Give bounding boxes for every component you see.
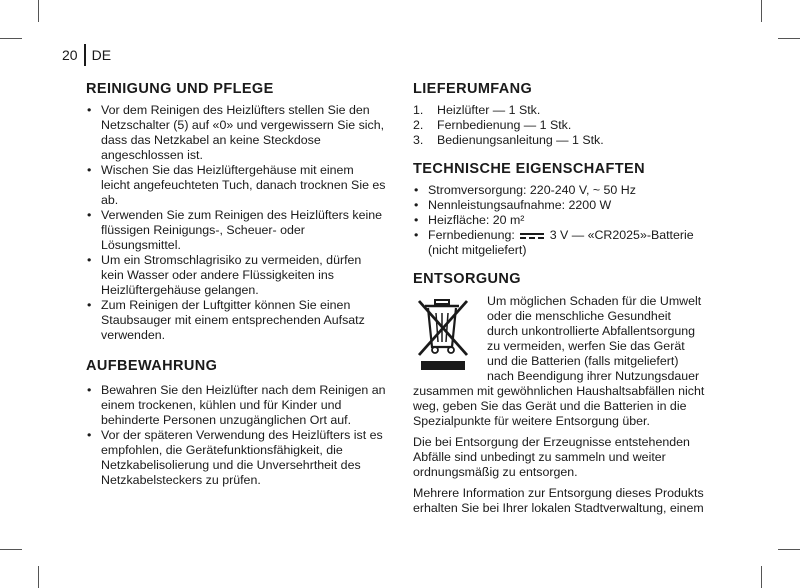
disposal-body bbox=[413, 293, 705, 516]
crop-mark-top-right-h bbox=[778, 38, 800, 39]
list-item bbox=[413, 133, 705, 148]
list-item-number: 1. bbox=[413, 103, 424, 117]
delivery-heading: LIEFERUMFANG bbox=[413, 81, 533, 97]
crop-mark-top-left-h bbox=[0, 38, 22, 39]
crossed-out-bin-icon bbox=[413, 297, 475, 373]
crop-mark-bottom-right-v bbox=[761, 566, 762, 588]
crop-mark-bottom-left-h bbox=[0, 549, 22, 550]
page-header-divider bbox=[84, 44, 86, 66]
list-item: • Vor dem Reinigen des Heizlüfters stellen Sie den Netzschalter (5) auf «0» und vergewissern Sie sich, dass das Netzkabel an keine Steckdose angeschlossen ist. bbox=[86, 103, 386, 163]
specs-section bbox=[413, 160, 705, 258]
disposal-paragraph-2: Die bei Entsorgung der Erzeugnisse entstehenden Abfälle sind unbedingt zu sammeln und weiter ordnungsmäßig zu entsorgen. bbox=[413, 435, 690, 479]
list-item: • Stromversorgung: 220-240 V, ~ 50 Hz bbox=[413, 183, 705, 198]
list-item-text: Heizlüfter — 1 Stk. bbox=[437, 103, 541, 117]
remote-label: Fernbedienung: bbox=[428, 228, 515, 242]
list-item bbox=[413, 103, 705, 118]
list-item: • Wischen Sie das Heizlüftergehäuse mit einem leicht angefeuchteten Tuch, danach trocknen Sie es ab. bbox=[86, 163, 386, 208]
list-item: • Um ein Stromschlagrisiko zu vermeiden, dürfen kein Wasser oder andere Flüssigkeiten ins Heizlüftergehäuse gelangen. bbox=[86, 253, 386, 298]
disposal-section bbox=[413, 270, 705, 516]
remote-battery-text: 3 V — «CR2025»-Batterie (nicht mitgeliefert) bbox=[428, 228, 694, 257]
left-column bbox=[86, 80, 386, 488]
storage-section bbox=[86, 357, 386, 488]
list-item-text: Bedienungsanleitung — 1 Stk. bbox=[437, 133, 604, 147]
list-item-number: 2. bbox=[413, 118, 424, 132]
specs-heading: TECHNISCHE EIGENSCHAFTEN bbox=[413, 161, 645, 177]
list-item: • Bewahren Sie den Heizlüfter nach dem Reinigen an einem trockenen, kühlen und für Kinder und behinderte Personen unzugänglichen Ort auf. bbox=[86, 383, 386, 428]
list-item: • Zum Reinigen der Luftgitter können Sie einen Staubsauger mit einem entsprechenden Aufsatz verwenden. bbox=[86, 298, 386, 343]
storage-heading: AUFBEWAHRUNG bbox=[86, 358, 218, 374]
cleaning-heading: REINIGUNG UND PFLEGE bbox=[86, 81, 274, 97]
delivery-section bbox=[413, 80, 705, 148]
list-item: • Heizfläche: 20 m² bbox=[413, 213, 705, 228]
page-header bbox=[62, 44, 111, 66]
crop-mark-top-right-v bbox=[761, 0, 762, 22]
list-item: • Nennleistungsaufnahme: 2200 W bbox=[413, 198, 705, 213]
crop-mark-bottom-left-v bbox=[38, 566, 39, 588]
disposal-paragraph-3: Mehrere Information zur Entsorgung dieses Produkts erhalten Sie bei Ihrer lokalen Stadtverwaltung, einem bbox=[413, 486, 704, 515]
page-number: 20 bbox=[62, 47, 78, 63]
crop-mark-top-left-v bbox=[38, 0, 39, 22]
storage-list bbox=[86, 383, 386, 488]
right-column bbox=[413, 80, 705, 516]
list-item bbox=[413, 118, 705, 133]
direct-current-icon bbox=[520, 232, 544, 240]
list-item-number: 3. bbox=[413, 133, 424, 147]
list-item: • Vor der späteren Verwendung des Heizlüfters ist es empfohlen, die Gerätefunktionsfähigkeit, die Netzkabelisolierung und die Unversehrtheit des Netzkabelsteckers zu prüfen. bbox=[86, 428, 386, 488]
delivery-list bbox=[413, 103, 705, 148]
specs-list bbox=[413, 183, 705, 258]
list-item: • Verwenden Sie zum Reinigen des Heizlüfters keine flüssigen Reinigungs-, Scheuer- oder Lösungsmittel. bbox=[86, 208, 386, 253]
disposal-paragraph-1: Um möglichen Schaden für die Umwelt oder die menschliche Gesundheit durch unkontrollierte Abfallentsorgung zu vermeiden, werfen Sie das Gerät und die Batterien (falls mitgeliefert) nach Beendigung ihrer Nutzungsdauer zusammen mit gewöhnlichen Haushaltsabfällen nicht weg, geben Sie das Gerät und die Batterien in die Spezialpunkte für weitere Entsorgung über. bbox=[413, 294, 705, 428]
cleaning-section bbox=[86, 80, 386, 343]
crop-mark-bottom-right-h bbox=[778, 549, 800, 550]
disposal-heading: ENTSORGUNG bbox=[413, 271, 521, 287]
list-item-text: Fernbedienung — 1 Stk. bbox=[437, 118, 572, 132]
list-item bbox=[413, 228, 705, 258]
cleaning-list bbox=[86, 103, 386, 343]
page-language: DE bbox=[91, 47, 112, 63]
